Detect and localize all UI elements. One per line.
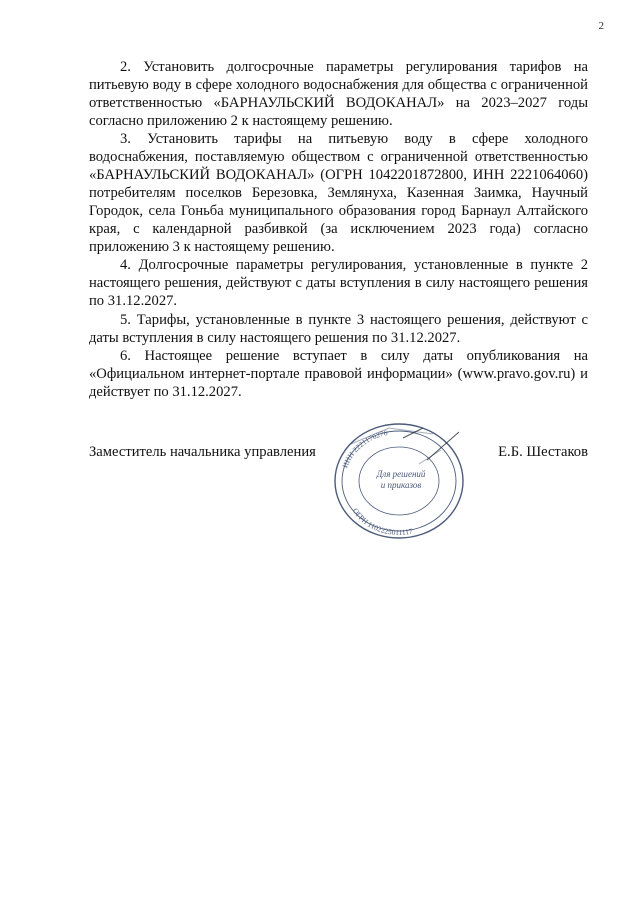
stamp-ring-bottom: ОГРН 1102225011117 [350,506,414,538]
stamp-inner-line-2: и приказов [380,480,422,490]
stamp-ring-top: ИНН 2221176276 [340,428,389,470]
page-number: 2 [598,20,604,32]
paragraph-3: 3. Установить тарифы на питьевую воду в сфере холодного водоснабжения, поставляемую обществом с ограниченной ответственностью «БАРНАУЛЬСКИЙ ВОДОКАНАЛ» (ОГРН 1042201872800, ИНН 2221064060) потребителям поселков Березовка, Землянуха, Казенная Заимка, Научный Городок, села Гоньба муниципального образования город Барнаул Алтайского края, с календарной разбивкой (за исключением 2023 года) согласно приложению 3 к настоящему решению. [89,131,588,256]
signature-block [89,428,588,544]
paragraph-6: 6. Настоящее решение вступает в силу даты опубликования на «Официальном интернет-портале правовой информации» (www.pravo.gov.ru) и действует по 31.12.2027. [89,347,588,400]
document-body [89,58,588,401]
paragraph-4: 4. Долгосрочные параметры регулирования, установленные в пункте 2 настоящего решения, действуют с даты вступления в силу настоящего решения по 31.12.2027. [89,257,588,310]
stamp-inner-line-1: Для решений [376,469,426,479]
signatory-title: Заместитель начальника управления [89,444,316,460]
signatory-name: Е.Б. Шестаков [498,444,588,460]
official-stamp [331,420,467,542]
svg-text:ОГРН 1102225011117 [351,506,414,537]
paragraph-2: 2. Установить долгосрочные параметры регулирования тарифов на питьевую воду в сфере холодного водоснабжения для общества с ограниченной ответственностью «БАРНАУЛЬСКИЙ ВОДОКАНАЛ» на 2023–2027 годы согласно приложению 2 к настоящему решению. [89,59,588,129]
paragraph-5: 5. Тарифы, установленные в пункте 3 настоящего решения, действуют с даты вступления в силу настоящего решения по 31.12.2027. [89,311,588,346]
